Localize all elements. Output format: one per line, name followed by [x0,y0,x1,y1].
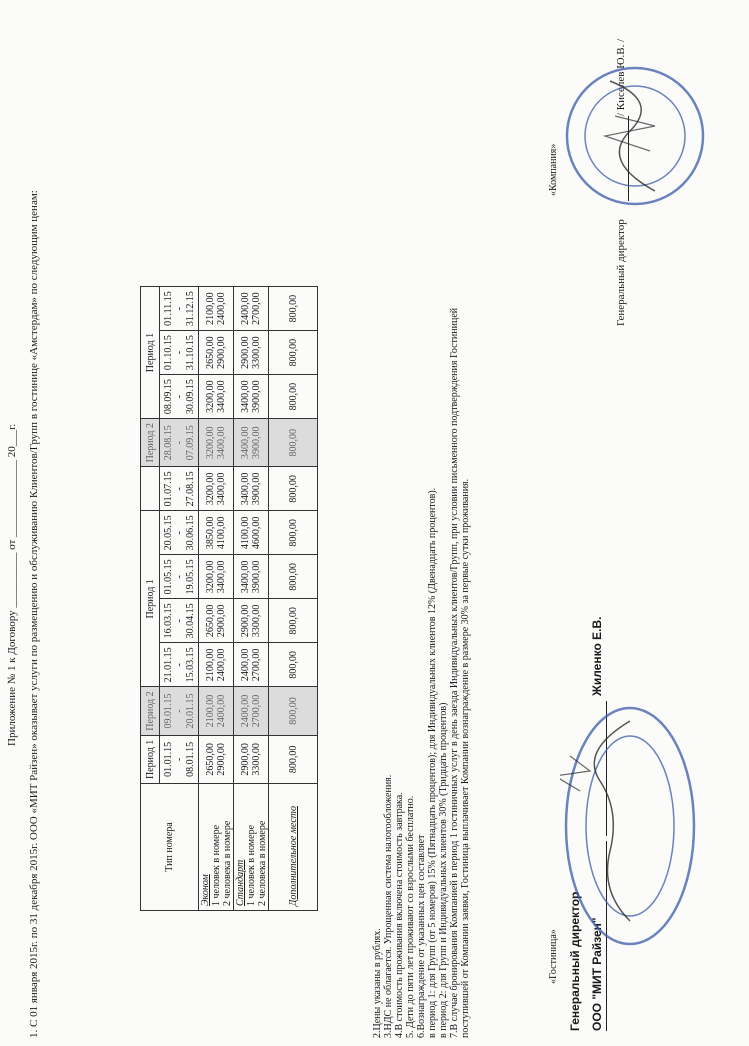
appendix-header: Приложение № 1 к Договору __________ от ______________ 20___г. [6,423,18,746]
date-range: 01.01.15 - 08.01.15 [160,735,199,783]
hotel-director-title: Генеральный директор [568,891,582,1031]
price-cell: 800,00 [269,287,318,331]
note-line: 2.Цены указаны в рублях. [372,928,383,1038]
price-cell: 3400,00 3900,00 [234,555,269,599]
note-line: 7.В случае бронирования Компанией в период 1 гостиничных услуг в день заезда Индивидуальных клиентов/Групп, при условии письменного подтверждения Гостиницей [449,307,460,1038]
price-cell: 3200,00 3400,00 [199,467,234,511]
price-cell: 2900,00 3300,00 [234,599,269,643]
intro-paragraph: 1. С 01 января 2015г. по 31 декабря 2015г. ООО «МИТ Райзен» оказывает услуги по размещению и обслуживанию Клиентов/Групп в гостинице «Амстердам» по следующим ценам: [28,190,40,1038]
date-range: 01.11.15 - 31.12.15 [160,287,199,331]
price-cell: 2400,00 2700,00 [234,287,269,331]
price-cell: 2400,00 2700,00 [234,643,269,687]
period-label [141,467,160,511]
date-range: 01.05.15 - 19.05.15 [160,555,199,599]
price-cell: 4100,00 4600,00 [234,511,269,555]
price-cell: 800,00 [269,643,318,687]
note-line: в период 2: для Групп и Индивидуальных клиентов 30% (Тридцать процентов) [438,702,449,1038]
note-line: 4.В стоимость проживания включена стоимость завтрака. [394,792,405,1038]
hotel-director-name: Жиленко Е.В. [590,616,604,696]
company-label: «Компания» [548,143,559,196]
price-cell: 2100,00 2400,00 [199,687,234,735]
table-row [199,287,234,911]
date-range: 01.07.15 - 27.08.15 [160,467,199,511]
price-cell: 800,00 [269,555,318,599]
price-cell: 2400,00 2700,00 [234,687,269,735]
price-cell: 800,00 [269,419,318,467]
price-cell: 3400,00 3900,00 [234,419,269,467]
notes-list [372,308,471,1038]
note-line: 3.НДС не облагается. Упрощенная система налогообложения. [383,774,394,1038]
date-range: 01.10.15 - 31.10.15 [160,331,199,375]
room-type-econom: Эконом 1 человек в номере 2 человека в номере [199,784,234,911]
period-label: Период 1 [141,511,160,687]
price-cell: 2900,00 3300,00 [234,331,269,375]
company-director-title: Генеральный директор [615,219,627,326]
date-range: 16.03.15 - 30.04.15 [160,599,199,643]
table-row [234,287,269,911]
period-label: Период 2 [141,419,160,467]
price-table [140,286,318,911]
price-cell: 3200,00 3400,00 [199,375,234,419]
period-label: Период 1 [141,735,160,783]
note-line: 5. Дети до пяти лет проживают со взрослыми бесплатно. [405,795,416,1038]
room-type-standard: Стандарт 1 человек в номере 2 человека в номере [234,784,269,911]
price-cell: 800,00 [269,467,318,511]
period-label: Период 2 [141,687,160,735]
price-cell: 2100,00 2400,00 [199,287,234,331]
price-cell: 2650,00 2900,00 [199,599,234,643]
company-stamp-icon [560,61,710,211]
hotel-stamp-icon [560,701,700,951]
price-cell: 3200,00 3400,00 [199,555,234,599]
price-cell: 3400,00 3900,00 [234,375,269,419]
date-range: 20.05.15 - 30.06.15 [160,511,199,555]
extra-bed-label: Дополнительное место [269,784,318,911]
date-range: 09.01.15 - 20.01.15 [160,687,199,735]
company-director-name: / Киселев Ю.В. / [615,38,627,116]
date-range: 28.08.15 - 07.09.15 [160,419,199,467]
price-cell: 3400,00 3900,00 [234,467,269,511]
hotel-organization: ООО "МИТ Райзен" [590,917,604,1031]
hotel-label: «Гостиница» [548,929,559,984]
price-cell: 2100,00 2400,00 [199,643,234,687]
price-cell: 3850,00 4100,00 [199,511,234,555]
period-label: Период 1 [141,287,160,419]
price-cell: 800,00 [269,599,318,643]
date-range: 08.09.15 - 30.09.15 [160,375,199,419]
note-line: поступившей от Компании заявки, Гостиница выплачивает Компании вознаграждение в размере 30% за первые сутки проживания. [460,478,471,1038]
price-cell: 800,00 [269,331,318,375]
price-cell: 2650,00 2900,00 [199,331,234,375]
price-cell: 800,00 [269,735,318,783]
note-line: 6.Вознаграждение от указанных цен составляет [416,834,427,1038]
price-cell: 2900,00 3300,00 [234,735,269,783]
price-cell: 800,00 [269,687,318,735]
price-cell: 3200,00 3400,00 [199,419,234,467]
price-cell: 800,00 [269,375,318,419]
table-row-extra [269,287,318,911]
note-line: в период 1: для Групп (от 5 номеров) 15% (Пятнадцать процентов); для Индивидуальных клиентов 12% (Двенадцать процентов). [427,487,438,1038]
room-type-header: Тип номера [141,784,199,911]
table-row-periods [141,287,160,911]
price-cell: 2650,00 2900,00 [199,735,234,783]
date-range: 21.01.15 - 15.03.15 [160,643,199,687]
price-cell: 800,00 [269,511,318,555]
